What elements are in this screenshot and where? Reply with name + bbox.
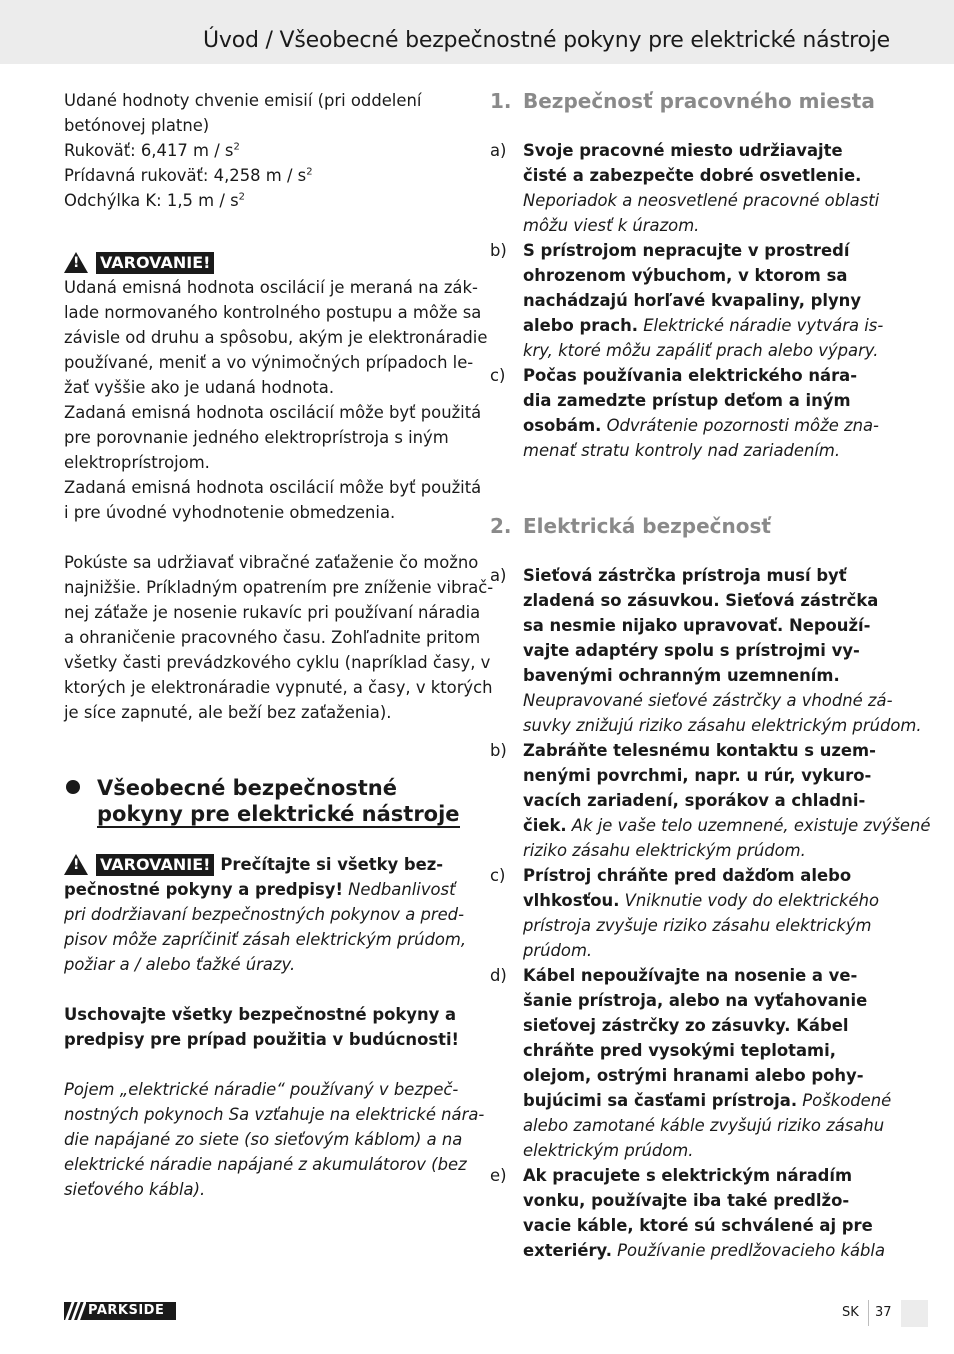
item-bold-line: chráňte pred vysokými teplotami, <box>523 1041 836 1060</box>
warning-text <box>64 275 488 525</box>
item-label: c) <box>490 366 506 385</box>
footer-divider <box>868 1300 869 1326</box>
bullet-icon <box>66 780 80 794</box>
item-bold-line: vajte adaptéry spolu s prístrojmi vy- <box>523 641 860 660</box>
text-line: pečnostné pokyny a predpisy! Nedbanlivosť <box>64 880 456 899</box>
item-label: c) <box>490 866 506 885</box>
item-mixed-line: exteriéry. Používanie predlžovacieho kábla <box>523 1241 885 1260</box>
list-item <box>490 1163 890 1263</box>
left-column <box>64 88 494 1202</box>
item-bold-line: Počas používania elektrického nára- <box>523 366 858 385</box>
item-bold-line: zladená so zásuvkou. Sieťová zástrčka <box>523 591 879 610</box>
item-bold-line: šanie prístroja, alebo na vyťahovanie <box>523 991 868 1010</box>
text-line: die napájané zo siete (so sieťovým káblom) a na <box>64 1130 463 1149</box>
list-item <box>490 963 890 1163</box>
keep-instructions: Uschovajte všetky bezpečnostné pokyny a <box>64 1005 457 1024</box>
item-bold-line: vonku, používajte iba také predlžo- <box>523 1191 850 1210</box>
text-line: závisle od druhu a spôsobu, akým je elektronáradie <box>64 328 488 347</box>
page-number: 37 <box>875 1305 892 1320</box>
text-line: nej záťaže je nosenie rukavíc pri používaní náradia <box>64 603 481 622</box>
warning-label: VAROVANIE! <box>96 252 214 274</box>
text-line: Zadaná emisná hodnota oscilácií môže byť použitá <box>64 478 482 497</box>
logo-stripes-icon <box>64 1302 86 1320</box>
section-title-line: pokyny pre elektrické nástroje <box>97 802 460 826</box>
section-title-line: Všeobecné bezpečnostné <box>97 776 397 800</box>
text-line: najnižšie. Príkladným opatrením pre zníženie vibrač- <box>64 578 494 597</box>
item-italic-line: elektrickým prúdom. <box>523 1141 694 1160</box>
list-item <box>490 238 890 363</box>
text-line: sieťového kábla). <box>64 1180 206 1199</box>
vibration-text <box>64 550 494 725</box>
item-bold-line: Sieťová zástrčka prístroja musí byť <box>523 566 847 585</box>
section-2-items <box>490 563 931 1263</box>
text-line: žať vyššie ako je udaná hodnota. <box>64 378 335 397</box>
text-line: pri dodržiavaní bezpečnostných pokynov a pred- <box>64 905 465 924</box>
text-line: všetky časti prevádzkového cyklu (napríklad časy, v <box>64 653 491 672</box>
item-bold-line: S prístrojom nepracujte v prostredí <box>523 241 850 260</box>
section-number: 2. <box>490 514 512 538</box>
language-code: SK <box>842 1305 859 1320</box>
text-line: i pre úvodné vyhodnotenie obmedzenia. <box>64 503 396 522</box>
item-italic-line: riziko zásahu elektrickým prúdom. <box>523 841 806 860</box>
page-title: Úvod / Všeobecné bezpečnostné pokyny pre elektrické nástroje <box>202 28 890 53</box>
section-heading-1 <box>490 88 890 114</box>
text-line: nostných pokynoch Sa vzťahuje na elektrické nára- <box>64 1105 485 1124</box>
item-italic-line: Neporiadok a neosvetlené pracovné oblasti <box>523 191 880 210</box>
section-title <box>64 775 464 827</box>
warning-heading <box>64 852 464 877</box>
item-italic-line: menať stratu kontroly nad zariadením. <box>523 441 841 460</box>
vib-line: Udané hodnoty chvenie emisií (pri oddelení <box>64 91 422 110</box>
text-line: požiar a / alebo ťažké úrazy. <box>64 955 296 974</box>
section-heading-text: Elektrická bezpečnosť <box>523 514 771 538</box>
item-italic-line: prístroja zvyšuje riziko zásahu elektrickým <box>523 916 872 935</box>
item-label: a) <box>490 566 507 585</box>
section-heading-2 <box>490 513 890 539</box>
warning-bold-text: Prečítajte si všetky bez- <box>220 855 444 874</box>
parkside-logo <box>64 1302 176 1320</box>
list-item <box>490 738 931 863</box>
list-item <box>490 138 890 238</box>
text-line: elektroprístrojom. <box>64 453 210 472</box>
warning-label: VAROVANIE! <box>96 854 214 876</box>
item-mixed-line: čiek. Ak je vaše telo uzemnené, existuje zvýšené <box>523 816 931 835</box>
vib-line: Odchýlka K: 1,5 m / $s^2$ <box>64 191 245 210</box>
list-item <box>490 863 890 963</box>
warning-icon: ! <box>64 854 88 875</box>
item-italic-line: suvky znižujú riziko zásahu elektrickým prúdom. <box>523 716 922 735</box>
item-bold-line: sieťovej zástrčky zo zásuvky. Kábel <box>523 1016 849 1035</box>
item-bold-line: vacích zariadení, sporákov a chladni- <box>523 791 866 810</box>
section-number: 1. <box>490 89 512 113</box>
item-italic-line: alebo zamotané káble zvyšujú riziko zásahu <box>523 1116 885 1135</box>
text-line: Pokúste sa udržiavať vibračné zaťaženie čo možno <box>64 553 479 572</box>
item-label: e) <box>490 1166 507 1185</box>
text-line: pre porovnanie jedného elektroprístroja s iným <box>64 428 449 447</box>
item-mixed-line: vlhkosťou. Vniknutie vody do elektrického <box>523 891 879 910</box>
item-bold-line: vacie káble, ktoré sú schválené aj pre <box>523 1216 873 1235</box>
text-line: ktorých je elektronáradie vypnuté, a časy, v ktorých <box>64 678 493 697</box>
warning-heading <box>64 250 464 275</box>
text-line: Udaná emisná hodnota oscilácií je meraná na zák- <box>64 278 478 297</box>
section-heading-text: Bezpečnosť pracovného miesta <box>523 89 875 113</box>
item-bold-line: sa nesmie nijako upravovať. Nepouží- <box>523 616 871 635</box>
text-line: a ohraničenie pracovného času. Zohľadnite pritom <box>64 628 481 647</box>
item-bold-line: bavenými ochranným uzemnením. <box>523 666 840 685</box>
text-line: Pojem „elektrické náradie“ používaný v bezpeč- <box>64 1080 459 1099</box>
vib-line: Rukoväť: 6,417 m / $s^2$ <box>64 141 240 160</box>
brand-text: PARKSIDE <box>88 1303 165 1318</box>
item-bold-line: čisté a zabezpečte dobré osvetlenie. <box>523 166 862 185</box>
item-bold-line: ohrozenom výbuchom, v ktorom sa <box>523 266 848 285</box>
item-bold-line: Ak pracujete s elektrickým náradím <box>523 1166 853 1185</box>
vib-line: betónovej platne) <box>64 116 210 135</box>
list-item <box>490 363 890 463</box>
footer-tab <box>901 1300 928 1327</box>
text-line: Zadaná emisná hodnota oscilácií môže byť použitá <box>64 403 482 422</box>
item-italic-line: môžu viesť k úrazom. <box>523 216 700 235</box>
item-bold-line: Prístroj chráňte pred dažďom alebo <box>523 866 852 885</box>
right-column <box>490 88 931 1263</box>
item-bold-line: nenými povrchmi, napr. u rúr, vykuro- <box>523 766 872 785</box>
item-label: b) <box>490 241 507 260</box>
warning-icon: ! <box>64 252 88 273</box>
text-line: lade normovaného kontrolného postupu a môže sa <box>64 303 482 322</box>
item-bold-line: olejom, ostrými hranami alebo pohy- <box>523 1066 864 1085</box>
item-label: d) <box>490 966 507 985</box>
item-bold-line: Zabráňte telesnému kontaktu s uzem- <box>523 741 876 760</box>
list-item <box>490 563 922 738</box>
item-mixed-line: osobám. Odvrátenie pozornosti môže zna- <box>523 416 879 435</box>
item-mixed-line: alebo prach. Elektrické náradie vytvára is- <box>523 316 884 335</box>
page-header <box>0 0 954 64</box>
keep-instructions: predpisy pre prípad použitia v budúcnosti! <box>64 1030 460 1049</box>
text-line: je síce zapnuté, ale beží bez zaťaženia). <box>64 703 392 722</box>
text-line: elektrické náradie napájané z akumulátorov (bez <box>64 1155 467 1174</box>
item-bold-line: Svoje pracovné miesto udržiavajte <box>523 141 843 160</box>
item-italic-line: Neupravované sieťové zástrčky a vhodné zá- <box>523 691 893 710</box>
text-line: pisov môže zapríčiniť zásah elektrickým prúdom, <box>64 930 467 949</box>
item-bold-line: Kábel nepoužívajte na nosenie a ve- <box>523 966 858 985</box>
text-line: používané, meniť a vo výnimočných prípadoch le- <box>64 353 474 372</box>
item-bold-line: dia zamedzte prístup deťom a iným <box>523 391 851 410</box>
item-label: b) <box>490 741 507 760</box>
item-bold-line: nachádzajú horľavé kvapaliny, plyny <box>523 291 862 310</box>
section-1-items <box>490 138 890 463</box>
item-italic-line: kry, ktoré môžu zapáliť prach alebo výpary. <box>523 341 879 360</box>
item-mixed-line: bujúcimi sa časťami prístroja. Poškodené <box>523 1091 892 1110</box>
item-italic-line: prúdom. <box>523 941 593 960</box>
vib-line: Prídavná rukoväť: 4,258 m / $s^2$ <box>64 166 313 185</box>
item-label: a) <box>490 141 507 160</box>
